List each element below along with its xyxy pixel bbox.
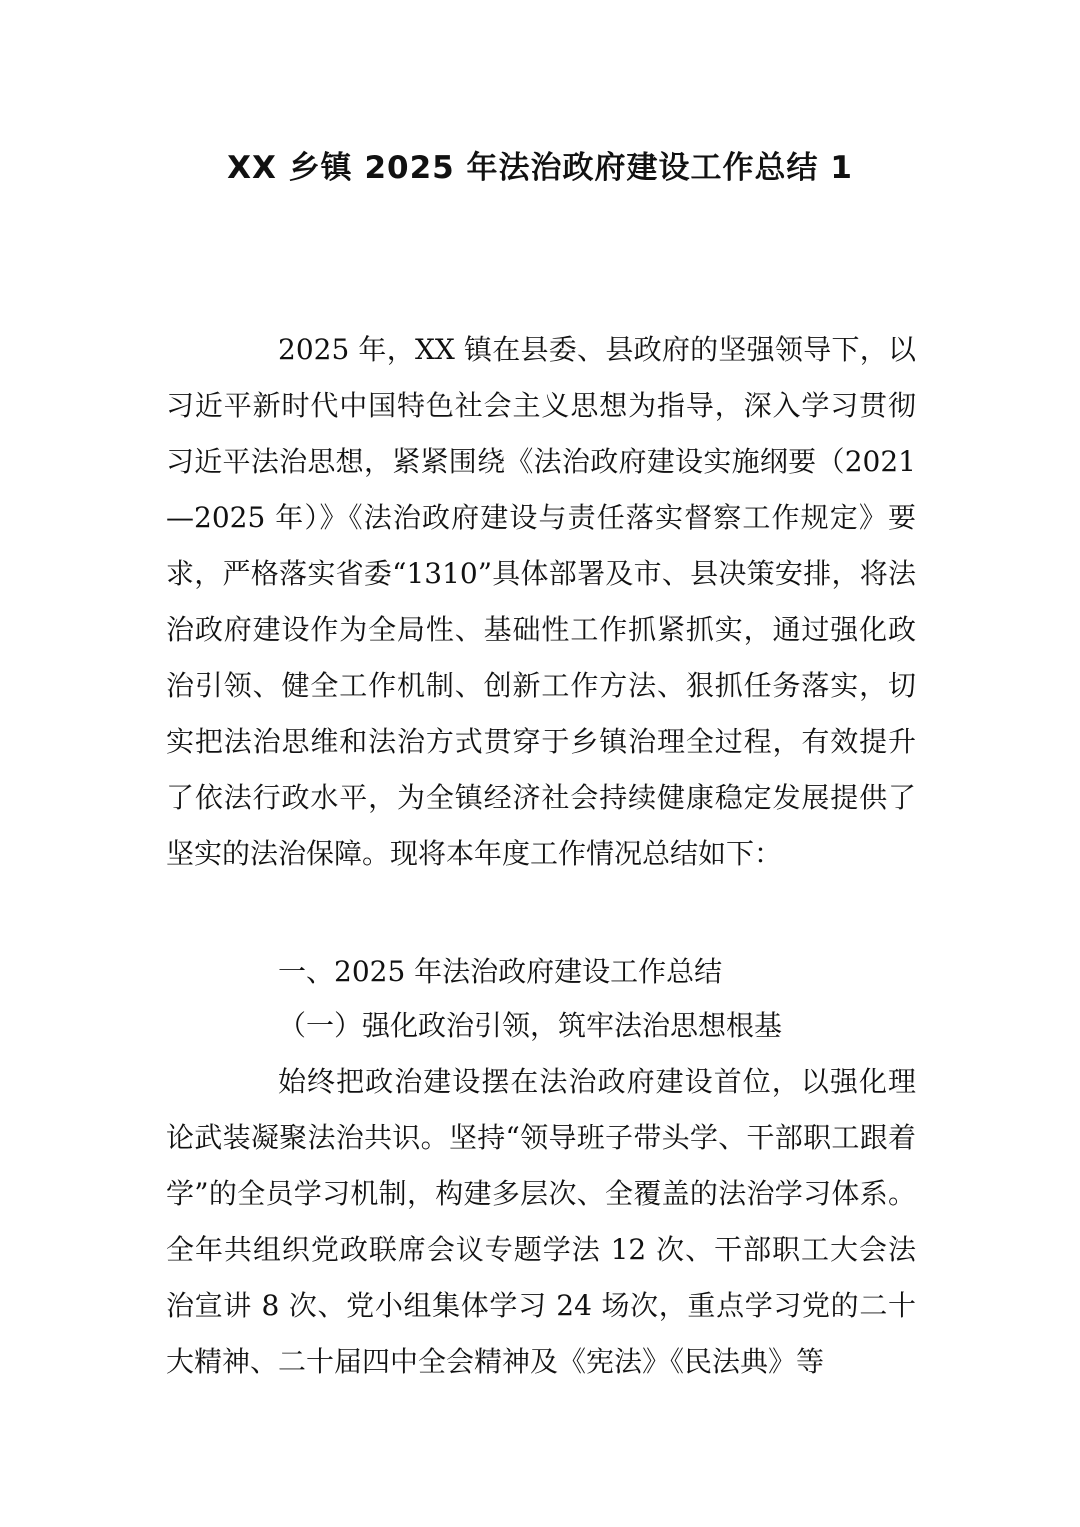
section-heading: 一、2025 年法治政府建设工作总结: [278, 955, 723, 988]
subsection-heading: （一）强化政治引领，筑牢法治思想根基: [278, 1009, 783, 1042]
document-title: XX 乡镇 2025 年法治政府建设工作总结 1: [227, 150, 853, 186]
subsection-paragraph: 始终把政治建设摆在法治政府建设首位，以强化理论武装凝聚法治共识。坚持“领导班子带头学、干部职工跟着学”的全员学习机制，构建多层次、全覆盖的法治学习体系。全年共组织党政联席会议专题学法 12 次、干部职工大会法治宣讲 8 次、党小组集体学习 24 场次，重点学习党的二十大精神、二十届四中全会精神及《宪法》《民法典》等: [166, 1065, 916, 1378]
intro-paragraph: 2025 年，XX 镇在县委、县政府的坚强领导下，以习近平新时代中国特色社会主义思想为指导，深入学习贯彻习近平法治思想，紧紧围绕《法治政府建设实施纲要（2021—2025 年）》《法治政府建设与责任落实督察工作规定》要求，严格落实省委“1310”具体部署及市、县决策安排，将法治政府建设作为全局性、基础性工作抓紧抓实，通过强化政治引领、健全工作机制、创新工作方法、狠抓任务落实，切实把法治思维和法治方式贯穿于乡镇治理全过程，有效提升了依法行政水平，为全镇经济社会持续健康稳定发展提供了坚实的法治保障。现将本年度工作情况总结如下：: [166, 333, 916, 870]
